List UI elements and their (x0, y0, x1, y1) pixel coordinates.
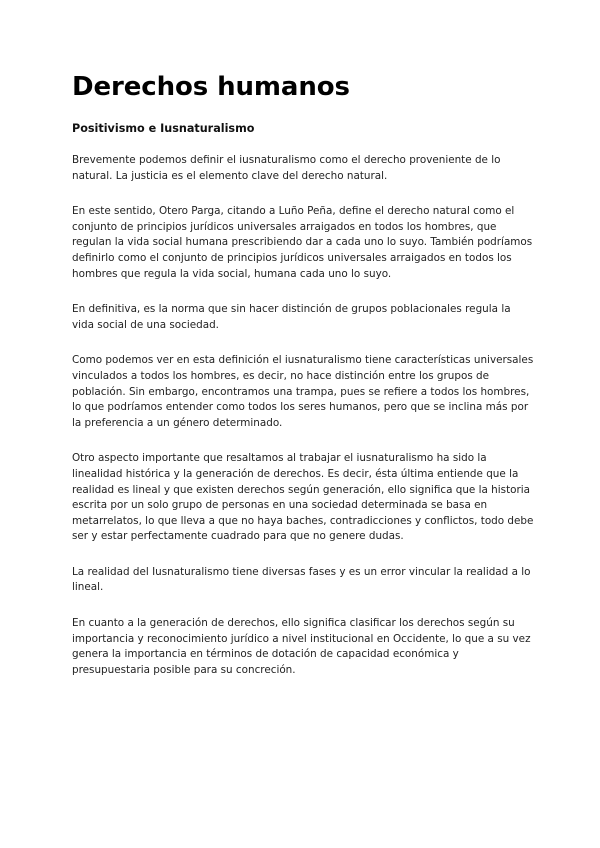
paragraph: En este sentido, Otero Parga, citando a Luño Peña, define el derecho natural como el conjunto de principios jurídicos universales arraigados en todos los hombres, que regulan la vida social humana prescribiendo dar a cada uno lo suyo. También podríamos definirlo como el conjunto de principios jurídicos universales arraigados en todos los hombres que regula la vida social, humana cada uno lo suyo. (72, 205, 533, 280)
paragraph: En definitiva, es la norma que sin hacer distinción de grupos poblacionales regula la vida social de una sociedad. (72, 303, 511, 331)
paragraph: En cuanto a la generación de derechos, ello significa clasificar los derechos según su importancia y reconocimiento jurídico a nivel institucional en Occidente, lo que a su vez genera la importancia en términos de dotación de capacidad económica y presupuestaria posible para su concreción. (72, 617, 531, 676)
page-title: Derechos humanos (72, 72, 350, 102)
document-page (72, 70, 534, 678)
paragraph: Otro aspecto importante que resaltamos al trabajar el iusnaturalismo ha sido la linealidad histórica y la generación de derechos. Es decir, ésta última entiende que la realidad es lineal y que existen derechos según generación, ello significa que la historia escrita por un solo grupo de personas en una sociedad determinada se basa en metarrelatos, lo que lleva a que no haya baches, contradicciones y conflictos, todo debe ser y estar perfectamente cuadrado para que no genere dudas. (72, 452, 534, 543)
paragraph: Brevemente podemos definir el iusnaturalismo como el derecho proveniente de lo natural. La justicia es el elemento clave del derecho natural. (72, 154, 501, 182)
section-heading: Positivismo e Iusnaturalismo (72, 122, 255, 135)
paragraph: La realidad del Iusnaturalismo tiene diversas fases y es un error vincular la realidad a lo lineal. (72, 565, 531, 594)
paragraph: Como podemos ver en esta definición el iusnaturalismo tiene características universales vinculados a todos los hombres, es decir, no hace distinción entre los grupos de población. Sin embargo, encontramos una trampa, pues se refiere a todos los hombres, lo que podríamos entender como todos los seres humanos, pero que se inclina más por la preferencia a un género determinado. (72, 354, 534, 429)
